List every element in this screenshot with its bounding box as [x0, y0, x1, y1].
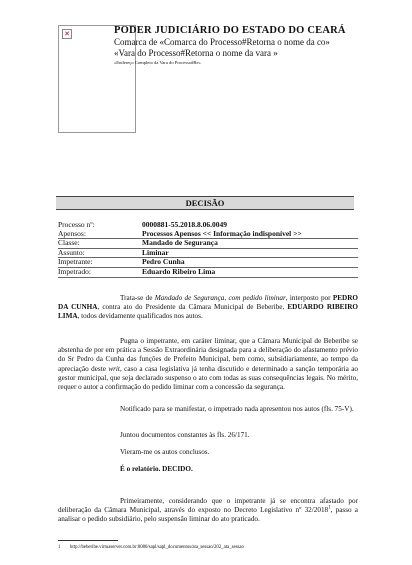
meta-row-assunto — [58, 249, 358, 259]
text-run: Primeiramente, considerando que o impetrante já se encontra afastado por deliberação da Câmara Municipal, através do exposto no Decreto Legislativo nº 32/2018 — [58, 497, 358, 515]
paragraph-report: É o relatório. DECIDO. — [120, 465, 193, 473]
paragraph-request — [58, 337, 358, 392]
case-metadata — [58, 221, 358, 278]
text-run: Trata-se de — [120, 294, 155, 302]
meta-value: Liminar — [142, 247, 169, 257]
text-run: , todos devidamente qualificados nos autos. — [77, 312, 203, 321]
footnote-link[interactable]: http://beberibe.virtuaserver.com.br:8080/sapl/sapl_documentos/ata_sessao/202_ata_sessao — [70, 545, 244, 550]
decision-title: DECISÃO — [185, 198, 225, 208]
decision-title-bar — [56, 196, 354, 210]
meta-key: Apensos: — [58, 228, 86, 238]
document-header — [114, 25, 404, 66]
comarca-line: Comarca de «Comarca do Processo#Retorna o nome da co» — [114, 37, 330, 47]
paragraph-conclusos: Vieram-me os autos conclusos. — [120, 448, 210, 456]
footnote — [58, 544, 244, 551]
meta-value: Processos Apensos << Informação indisponível >> — [142, 228, 302, 238]
footnote-number: 1 — [58, 545, 61, 550]
text-run-italic: Mandado de Segurança, com pedido liminar — [154, 294, 286, 302]
text-run: , contra ato do Presidente da Câmara Municipal de Beberibe, — [97, 303, 288, 312]
meta-value: Eduardo Ribeiro Lima — [142, 266, 216, 276]
paragraph-notified: Notificado para se manifestar, o impetrado nada apresentou nos autos (fls. 75-V). — [120, 405, 354, 413]
paragraph-intro — [58, 294, 358, 322]
meta-row-impetrado — [58, 268, 358, 278]
text-run: Pugna o impetrante, em caráter liminar, que a Câmara Municipal de Beberibe se abstenha de por em prática a Sessão Extraordinária designada para a deliberação do afastamento prévio do Sr Pedro da Cunha das funções de Prefeito Municipal, bem como, subsidiariamente, ao tempo da apreciação deste — [58, 337, 358, 373]
meta-key: Impetrado: — [58, 266, 91, 276]
meta-key: Processo nº: — [58, 220, 95, 229]
paragraph-documents: Juntou documentos constantes às fls. 26/171. — [120, 431, 250, 439]
text-run-italic: writ — [108, 364, 120, 373]
meta-value: Mandado de Segurança — [142, 238, 218, 248]
footnote-ref[interactable]: 1 — [328, 505, 331, 511]
text-run: , passo a analisar o pedido subsidiário, pelo suspensão liminar do ato praticado. — [58, 506, 358, 524]
court-name: PODER JUDICIÁRIO DO ESTADO DO CEARÁ — [114, 25, 346, 36]
text-run: , caso a casa legislativa já tenha discutido e determinado a sanção temporária ao gestor municipal, que seja declarado suspenso o ato com todas as suas consequências legais. No mérito, requer o autor a confirmação do pedido liminar com a concessão da segurança. — [58, 364, 358, 392]
broken-image-icon: ✕ — [62, 29, 72, 39]
meta-value: Pedro Cunha — [142, 257, 185, 267]
footnote-separator — [58, 540, 118, 541]
text-run: , interposto por — [285, 294, 333, 302]
address-line: «Endereço Completo da Vara do Processo#Re» — [114, 60, 201, 65]
party-name-impetrado: EDUARDO RIBEIRO LIMA — [58, 303, 358, 321]
meta-key: Classe: — [58, 238, 80, 248]
paragraph-analysis — [58, 497, 358, 525]
party-name-impetrante: PEDRO DA CUNHA — [58, 294, 358, 312]
meta-key: Impetrante: — [58, 257, 93, 267]
meta-value: 0000881-55.2018.8.06.0049 — [142, 220, 227, 229]
meta-key: Assunto: — [58, 247, 85, 257]
vara-line: «Vara do Processo#Retorna o nome da vara » — [114, 48, 278, 58]
meta-row-classe — [58, 239, 358, 249]
